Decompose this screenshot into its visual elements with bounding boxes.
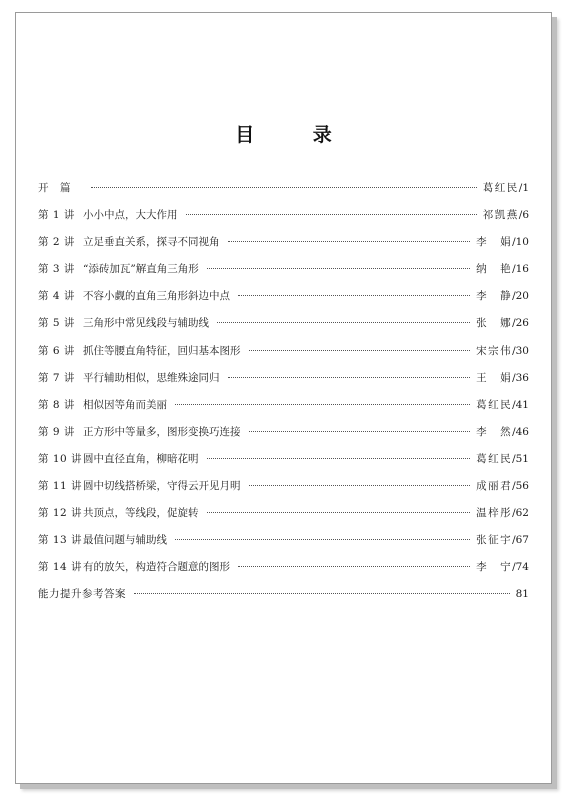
dot-leader	[249, 350, 471, 351]
dot-leader	[91, 187, 477, 188]
entry-page: 56	[515, 480, 529, 493]
toc-entry[interactable]	[38, 478, 529, 505]
dot-leader	[207, 458, 471, 459]
table-of-contents	[38, 180, 529, 614]
lecture-number: 第 10 讲	[38, 452, 83, 465]
entry-title: 相似因等角而美丽	[83, 398, 167, 411]
dot-leader	[238, 566, 470, 567]
dot-leader	[249, 485, 471, 486]
entry-title: “添砖加瓦”解直角三角形	[83, 263, 199, 276]
entry-title: 小小中点，大大作用	[83, 209, 178, 222]
answers-title: 能力提升参考答案	[38, 588, 126, 601]
lecture-number: 第 7 讲	[38, 371, 75, 384]
entry-page: 1	[522, 182, 529, 194]
toc-entry[interactable]	[38, 424, 529, 451]
entry-title: 三角形中常见线段与辅助线	[83, 317, 209, 330]
page-sep: /	[512, 398, 516, 411]
dot-leader	[207, 268, 470, 269]
dot-leader	[207, 512, 471, 513]
page-sep: /	[512, 561, 516, 574]
toc-entry[interactable]	[38, 180, 529, 207]
entry-title: 共顶点，等线段，促旋转	[83, 507, 199, 520]
toc-entry[interactable]	[38, 505, 529, 532]
toc-entry[interactable]	[38, 451, 529, 478]
dot-leader	[134, 593, 510, 594]
lecture-number: 第 6 讲	[38, 344, 75, 357]
entry-title: 有的放矢，构造符合题意的图形	[83, 561, 230, 574]
entry-author: 李 静	[476, 290, 513, 303]
entry-author: 宋宗伟	[476, 344, 513, 357]
entry-author: 祁凯燕	[482, 209, 519, 222]
entry-page: 46	[515, 425, 529, 438]
page-sep: /	[518, 209, 523, 222]
entry-page: 10	[515, 236, 529, 249]
lecture-number: 第 13 讲	[38, 534, 83, 547]
lecture-number: 第 4 讲	[38, 290, 75, 303]
entry-author: 王 娟	[476, 371, 513, 384]
page-sep: /	[512, 452, 516, 465]
page-sep: /	[512, 344, 516, 357]
entry-author: 成丽君	[476, 480, 513, 493]
dot-leader	[228, 241, 471, 242]
entry-title: 立足垂直关系，探寻不同视角	[83, 236, 220, 249]
entry-author: 李 然	[476, 425, 513, 438]
lecture-number: 开 篇	[38, 182, 71, 194]
entry-author: 张征宇	[476, 534, 513, 547]
answers-page: 81	[515, 588, 529, 601]
entry-author: 葛红民	[482, 182, 519, 194]
toc-entry[interactable]	[38, 315, 529, 342]
dot-leader	[228, 377, 471, 378]
page-sep: /	[512, 480, 516, 493]
toc-entry[interactable]	[38, 397, 529, 424]
entry-page: 74	[515, 561, 529, 574]
page-sep: /	[512, 534, 516, 547]
page-sep: /	[512, 371, 516, 384]
entry-title: 最值问题与辅助线	[83, 534, 167, 547]
toc-entry[interactable]	[38, 343, 529, 370]
lecture-number: 第 14 讲	[38, 561, 83, 574]
entry-page: 41	[515, 398, 529, 411]
entry-title: 抓住等腰直角特征，回归基本图形	[83, 344, 241, 357]
entry-author: 纳 艳	[476, 263, 513, 276]
entry-page: 16	[515, 263, 529, 276]
toc-entry[interactable]	[38, 532, 529, 559]
page-sep: /	[518, 182, 523, 194]
entry-author: 李 宁	[476, 561, 513, 574]
dot-leader	[217, 322, 470, 323]
entry-author: 温梓彤	[476, 507, 513, 520]
entry-page: 20	[515, 290, 529, 303]
dot-leader	[175, 539, 470, 540]
dot-leader	[249, 431, 471, 432]
dot-leader	[186, 214, 477, 215]
lecture-number: 第 9 讲	[38, 425, 75, 438]
dot-leader	[238, 295, 470, 296]
entry-author: 张 娜	[476, 317, 513, 330]
page-sep: /	[512, 507, 516, 520]
toc-entry[interactable]	[38, 234, 529, 261]
toc-entry-answers[interactable]	[38, 586, 529, 613]
toc-entry[interactable]	[38, 261, 529, 288]
lecture-number: 第 1 讲	[38, 209, 75, 222]
entry-page: 51	[515, 452, 529, 465]
entry-page: 30	[515, 344, 529, 357]
entry-page: 26	[515, 317, 529, 330]
lecture-number: 第 12 讲	[38, 507, 83, 520]
entry-title: 圆中切线搭桥梁，守得云开见月明	[83, 480, 241, 493]
entry-title: 圆中直径直角，柳暗花明	[83, 452, 199, 465]
lecture-number: 第 5 讲	[38, 317, 75, 330]
page-sep: /	[512, 425, 516, 438]
entry-page: 6	[522, 209, 529, 222]
entry-page: 62	[515, 507, 529, 520]
entry-title: 正方形中等量多，图形变换巧连接	[83, 425, 241, 438]
lecture-number: 第 2 讲	[38, 236, 75, 249]
lecture-number: 第 8 讲	[38, 398, 75, 411]
toc-entry[interactable]	[38, 559, 529, 586]
page-sep: /	[512, 290, 516, 303]
lecture-number: 第 11 讲	[38, 480, 83, 493]
toc-entry[interactable]	[38, 207, 529, 234]
dot-leader	[175, 404, 470, 405]
page-title: 目 录	[235, 124, 358, 146]
toc-entry[interactable]	[38, 288, 529, 315]
entry-title: 不容小觑的直角三角形斜边中点	[83, 290, 230, 303]
page-sep: /	[512, 236, 516, 249]
document-page	[15, 12, 552, 784]
page-sep: /	[512, 317, 516, 330]
toc-entry[interactable]	[38, 370, 529, 397]
entry-title: 平行辅助相似，思维殊途同归	[83, 371, 220, 384]
entry-author: 葛红民	[476, 452, 513, 465]
entry-author: 葛红民	[476, 398, 513, 411]
entry-author: 李 娟	[476, 236, 513, 249]
lecture-number: 第 3 讲	[38, 263, 75, 276]
page-sep: /	[512, 263, 516, 276]
entry-page: 67	[515, 534, 529, 547]
entry-page: 36	[515, 371, 529, 384]
